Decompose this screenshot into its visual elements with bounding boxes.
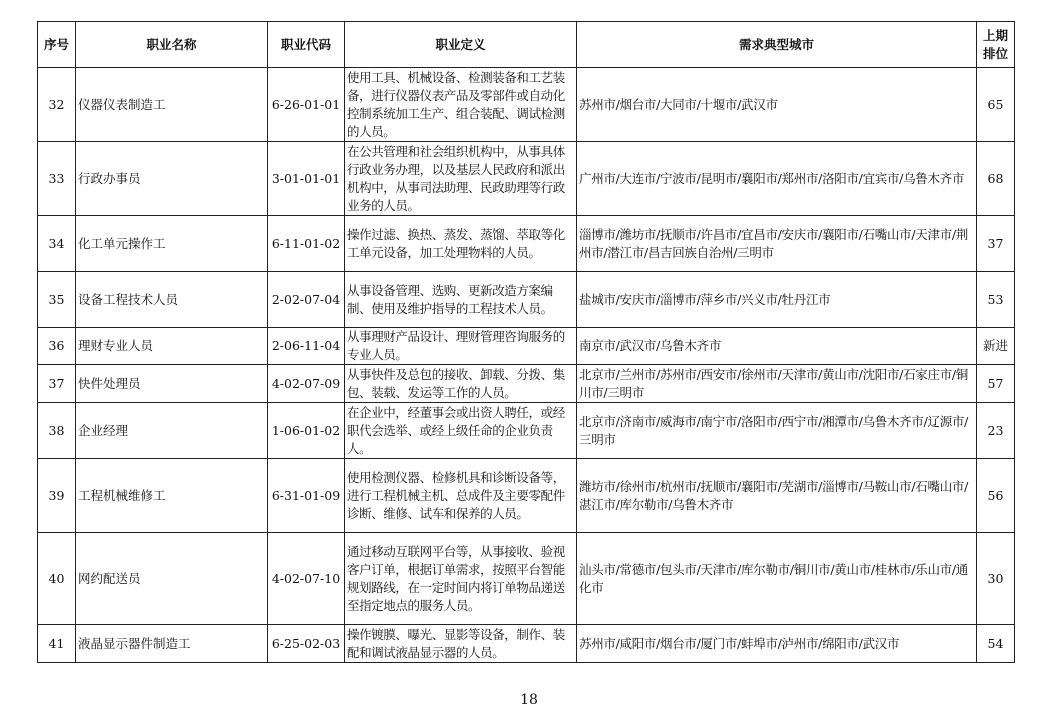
- occupation-definition: 从事理财产品设计、理财管理咨询服务的专业人员。: [345, 328, 577, 365]
- typical-cities: 北京市/兰州市/苏州市/西安市/徐州市/天津市/黄山市/沈阳市/石家庄市/铜川市/三明市: [577, 365, 977, 403]
- previous-rank: 23: [977, 403, 1015, 459]
- page-number: 18: [520, 692, 538, 708]
- occupation-code: 4-02-07-09: [268, 365, 345, 403]
- previous-rank: 54: [977, 625, 1015, 663]
- row-number: 37: [38, 365, 76, 403]
- occupation-code: 3-01-01-01: [268, 142, 345, 216]
- row-number: 32: [38, 68, 76, 142]
- row-number: 34: [38, 216, 76, 272]
- table-row: [38, 216, 1015, 272]
- typical-cities: 汕头市/常德市/包头市/天津市/库尔勒市/铜川市/黄山市/桂林市/乐山市/通化市: [577, 533, 977, 625]
- occupation-code: 2-06-11-04: [268, 328, 345, 365]
- table-row: [38, 459, 1015, 533]
- table-header-row: [38, 22, 1015, 68]
- occupation-name: 仪器仪表制造工: [76, 68, 268, 142]
- occupation-definition: 通过移动互联网平台等，从事接收、验视客户订单，根据订单需求，按照平台智能规划路线，在一定时间内将订单物品递送至指定地点的服务人员。: [345, 533, 577, 625]
- occupation-definition: 从事快件及总包的接收、卸载、分拨、集包、装载、发运等工作的人员。: [345, 365, 577, 403]
- previous-rank: 30: [977, 533, 1015, 625]
- table-row: [38, 365, 1015, 403]
- row-number: 33: [38, 142, 76, 216]
- table-row: [38, 142, 1015, 216]
- occupation-definition: 使用工具、机械设备、检测装备和工艺装备，进行仪器仪表产品及零部件或自动化控制系统加工生产、组合装配、调试检测的人员。: [345, 68, 577, 142]
- typical-cities: 潍坊市/徐州市/杭州市/抚顺市/襄阳市/芜湖市/淄博市/马鞍山市/石嘴山市/湛江市/库尔勒市/乌鲁木齐市: [577, 459, 977, 533]
- occupation-definition: 在公共管理和社会组织机构中，从事具体行政业务办理，以及基层人民政府和派出机构中，从事司法助理、民政助理等行政业务的人员。: [345, 142, 577, 216]
- occupation-definition: 操作过滤、换热、蒸发、蒸馏、萃取等化工单元设备，加工处理物料的人员。: [345, 216, 577, 272]
- previous-rank: 65: [977, 68, 1015, 142]
- typical-cities: 苏州市/烟台市/大同市/十堰市/武汉市: [577, 68, 977, 142]
- occupation-code: 1-06-01-02: [268, 403, 345, 459]
- row-number: 36: [38, 328, 76, 365]
- row-number: 40: [38, 533, 76, 625]
- header-cities: 需求典型城市: [577, 22, 977, 68]
- header-name: 职业名称: [76, 22, 268, 68]
- table-row: [38, 328, 1015, 365]
- previous-rank: 57: [977, 365, 1015, 403]
- header-rank: 上期排位: [977, 22, 1015, 68]
- typical-cities: 南京市/武汉市/乌鲁木齐市: [577, 328, 977, 365]
- occupation-name: 液晶显示器件制造工: [76, 625, 268, 663]
- table-row: [38, 68, 1015, 142]
- table-row: [38, 533, 1015, 625]
- occupation-name: 企业经理: [76, 403, 268, 459]
- typical-cities: 淄博市/潍坊市/抚顺市/许昌市/宜昌市/安庆市/襄阳市/石嘴山市/天津市/荆州市/潜江市/昌吉回族自治州/三明市: [577, 216, 977, 272]
- occupation-table: [37, 21, 1015, 663]
- occupation-definition: 操作镀膜、曝光、显影等设备，制作、装配和调试液晶显示器的人员。: [345, 625, 577, 663]
- occupation-code: 6-31-01-09: [268, 459, 345, 533]
- typical-cities: 广州市/大连市/宁波市/昆明市/襄阳市/郑州市/洛阳市/宜宾市/乌鲁木齐市: [577, 142, 977, 216]
- occupation-name: 行政办事员: [76, 142, 268, 216]
- occupation-code: 6-11-01-02: [268, 216, 345, 272]
- occupation-definition: 使用检测仪器、检修机具和诊断设备等，进行工程机械主机、总成件及主要零配件诊断、维修、试车和保养的人员。: [345, 459, 577, 533]
- occupation-name: 设备工程技术人员: [76, 272, 268, 328]
- occupation-name: 工程机械维修工: [76, 459, 268, 533]
- occupation-definition: 从事设备管理、选购、更新改造方案编制、使用及维护指导的工程技术人员。: [345, 272, 577, 328]
- previous-rank: 53: [977, 272, 1015, 328]
- occupation-name: 理财专业人员: [76, 328, 268, 365]
- table-row: [38, 403, 1015, 459]
- table-row: [38, 625, 1015, 663]
- header-definition: 职业定义: [345, 22, 577, 68]
- previous-rank: 新进: [977, 328, 1015, 365]
- occupation-definition: 在企业中，经董事会或出资人聘任，或经职代会选举、或经上级任命的企业负责人。: [345, 403, 577, 459]
- previous-rank: 68: [977, 142, 1015, 216]
- occupation-name: 化工单元操作工: [76, 216, 268, 272]
- typical-cities: 盐城市/安庆市/淄博市/萍乡市/兴义市/牡丹江市: [577, 272, 977, 328]
- row-number: 41: [38, 625, 76, 663]
- row-number: 38: [38, 403, 76, 459]
- previous-rank: 37: [977, 216, 1015, 272]
- row-number: 35: [38, 272, 76, 328]
- typical-cities: 北京市/济南市/威海市/南宁市/洛阳市/西宁市/湘潭市/乌鲁木齐市/辽源市/三明市: [577, 403, 977, 459]
- previous-rank: 56: [977, 459, 1015, 533]
- occupation-code: 6-25-02-03: [268, 625, 345, 663]
- header-num: 序号: [38, 22, 76, 68]
- occupation-code: 6-26-01-01: [268, 68, 345, 142]
- occupation-name: 网约配送员: [76, 533, 268, 625]
- occupation-name: 快件处理员: [76, 365, 268, 403]
- table-row: [38, 272, 1015, 328]
- occupation-code: 4-02-07-10: [268, 533, 345, 625]
- occupation-code: 2-02-07-04: [268, 272, 345, 328]
- row-number: 39: [38, 459, 76, 533]
- header-code: 职业代码: [268, 22, 345, 68]
- typical-cities: 苏州市/咸阳市/烟台市/厦门市/蚌埠市/泸州市/绵阳市/武汉市: [577, 625, 977, 663]
